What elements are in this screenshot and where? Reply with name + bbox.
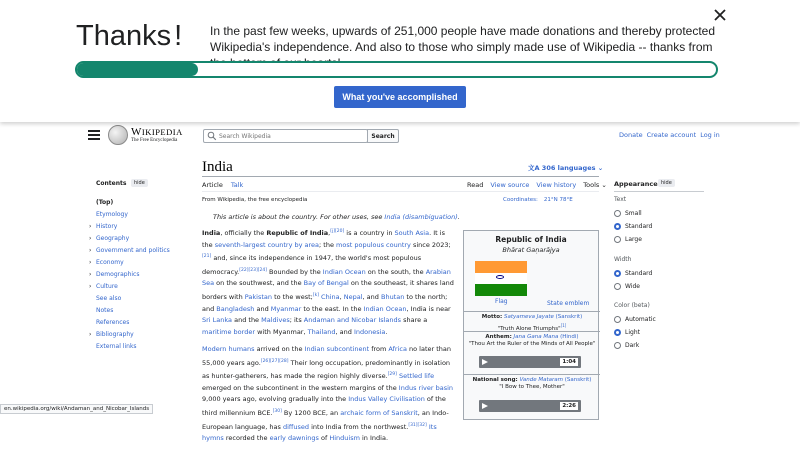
radio-icon[interactable] (614, 270, 621, 277)
radio-label: Standard (625, 270, 653, 277)
width-option-standard[interactable] (614, 270, 652, 277)
toc-item-history[interactable] (89, 220, 189, 232)
radio-label: Wide (625, 283, 640, 290)
radio-label: Dark (625, 342, 640, 349)
flag-caption[interactable]: Flag (495, 298, 508, 305)
toc-item-label: History (96, 222, 118, 230)
radio-icon[interactable] (614, 342, 621, 349)
toc-item-label: Demographics (96, 270, 140, 278)
coordinates-label[interactable]: Coordinates: (503, 197, 538, 203)
chevron-right-icon[interactable]: › (89, 234, 92, 242)
width-setting-label: Width (614, 256, 632, 263)
search-box[interactable] (203, 129, 368, 143)
radio-label: Large (625, 236, 642, 243)
infobox-anthem: Anthem: Jana Gana Mana (Hindi) "Thou Art the Ruler of the Minds of All People" (464, 331, 600, 348)
chevron-right-icon[interactable]: › (89, 282, 92, 290)
toc-item-label: See also (96, 294, 122, 302)
toc-item-see-also[interactable] (89, 292, 189, 304)
infobox-national-song: National song: Vande Mataram (Sanskrit) "I Bow to Thee, Mother" (464, 374, 600, 391)
appearance-heading: Appearance (614, 180, 658, 188)
tab-view-history[interactable]: View history (536, 181, 577, 189)
toc-item-label: (Top) (96, 198, 114, 206)
radio-label: Light (625, 329, 640, 336)
radio-icon[interactable] (614, 223, 621, 230)
emblem-caption[interactable]: State emblem (547, 300, 590, 307)
play-icon[interactable] (482, 403, 488, 409)
chevron-right-icon[interactable]: › (89, 222, 92, 230)
toc-item-culture[interactable] (89, 280, 189, 292)
language-button[interactable]: 文A 306 languages ⌄ (528, 164, 604, 172)
tools-menu[interactable]: Tools ⌄ (583, 181, 607, 189)
toc-item-label: References (96, 318, 130, 326)
infobox-title: Republic of India (495, 235, 567, 244)
radio-label: Small (625, 210, 642, 217)
color-option-automatic[interactable] (614, 316, 656, 323)
appearance-hide-button[interactable]: hide (658, 179, 675, 187)
infobox-motto: Motto: Satyameva Jayate (Sanskrit) "Truth Alone Triumphs"[1] (464, 311, 600, 333)
chevron-right-icon[interactable]: › (89, 246, 92, 254)
banner-message: In the past few weeks, upwards of 251,000 people have made donations and thereby protected Wikipedia's independence. And also to those who simply made use of Wikipedia -- thanks from (210, 24, 716, 54)
banner-thanks-heading: Thanks ! (76, 20, 183, 52)
play-icon[interactable] (482, 359, 488, 365)
radio-label: Standard (625, 223, 653, 230)
radio-icon[interactable] (614, 210, 621, 217)
hatnote: This article is about the country. For other uses, see India (disambiguation). (213, 213, 460, 221)
fundraising-banner (0, 0, 800, 122)
toc-item-top[interactable] (89, 196, 189, 208)
toc-item-label: Culture (96, 282, 118, 290)
search-button[interactable]: Search (367, 129, 399, 143)
chevron-right-icon[interactable]: › (89, 270, 92, 278)
song-duration: 2:26 (562, 403, 576, 409)
toc-item-label: Bibliography (96, 330, 134, 338)
text-option-small[interactable] (614, 210, 642, 217)
site-subtitle: From Wikipedia, the free encyclopedia (202, 197, 308, 203)
progress-fill (77, 63, 198, 76)
page-title: India (202, 159, 233, 175)
wikipedia-tagline: The Free Encyclopedia (131, 138, 178, 143)
lead-paragraph-1: India, officially the Republic of India,[j][20] is a country in South Asia. It is the seventh-largest country by area; the most populous country since 2023;[21] and, since its independence in 1947, the world's most populous democracy.[22][23][24] Bounded by the Indian Ocean on the south, the Arabian Sea on the southwest, and the Bay of Bengal on the southeast, it shares land borders with Pakistan to the west;[k] China, Nepal, and Bhutan to the north; and Bangladesh and Myanmar to the east. In the Indian Ocean, India is near Sri Lanka and the Maldives; its Andaman and Nicobar Islands share a maritime border with Myanmar, Thailand, and Indonesia. (202, 229, 454, 336)
toc-item-notes[interactable] (89, 304, 189, 316)
toc-item-references[interactable] (89, 316, 189, 328)
tab-view-source[interactable]: View source (490, 181, 530, 189)
wikipedia-wordmark[interactable]: WIKIPEDIA (131, 126, 183, 138)
toc-item-label: Economy (96, 258, 124, 266)
toc-item-government-and-politics[interactable] (89, 244, 189, 256)
color-option-dark[interactable] (614, 342, 639, 349)
radio-label: Automatic (625, 316, 656, 323)
toc-item-external-links[interactable] (89, 340, 189, 352)
wikipedia-globe-icon[interactable] (108, 125, 128, 145)
donate-link[interactable]: Donate (619, 131, 643, 139)
close-icon[interactable] (712, 7, 728, 23)
radio-icon[interactable] (614, 329, 621, 336)
toc-item-demographics[interactable] (89, 268, 189, 280)
main-menu-icon[interactable] (88, 130, 100, 140)
color-option-light[interactable] (614, 329, 640, 336)
chevron-right-icon[interactable]: › (89, 330, 92, 338)
flag-of-india[interactable] (475, 261, 527, 296)
tab-talk[interactable]: Talk (230, 181, 244, 189)
accomplished-button[interactable]: What you've accomplished (334, 86, 466, 108)
ashoka-chakra-icon (496, 275, 504, 279)
text-setting-label: Text (614, 196, 627, 203)
radio-icon[interactable] (614, 236, 621, 243)
radio-icon[interactable] (614, 316, 621, 323)
toc-list (89, 196, 189, 352)
toc-item-bibliography[interactable] (89, 328, 189, 340)
search-input[interactable] (219, 133, 359, 140)
toc-heading: Contents (96, 180, 127, 187)
donation-progress-bar (75, 61, 718, 78)
lead-paragraph-2: Modern humans arrived on the Indian subcontinent from Africa no later than 55,000 years ago.[26][27][28] Their long occupation, predominantly in isolation as hunter-gatherers, has made the region highly diverse.[29] Settled life emerged on the subcontinent in the western margins of the Indus river basin 9,000 years ago, evolving gradually into the Indus Valley Civilisation of the third millennium BCE.[30] By 1200 BCE, an archaic form of Sanskrit, an Indo-European language, has diffused into India from the northwest.[31][32] Its hymns recorded the early dawnings of Hinduism in India. (202, 345, 453, 443)
anthem-duration: 1:04 (562, 359, 576, 365)
text-option-large[interactable] (614, 236, 642, 243)
chevron-right-icon[interactable]: › (89, 258, 92, 266)
song-audio-player[interactable] (479, 400, 581, 412)
article-body (202, 226, 457, 451)
color-setting-label: Color (beta) (614, 302, 650, 309)
toc-item-geography[interactable] (89, 232, 189, 244)
coordinates-value[interactable]: 21°N 78°E (543, 197, 573, 203)
width-option-wide[interactable] (614, 283, 640, 290)
anthem-audio-player[interactable] (479, 356, 581, 368)
infobox-native-name: Bhārat Gaṇarājya (502, 246, 560, 254)
chevron-down-icon: ⌄ (599, 181, 607, 189)
disambiguation-link[interactable]: India (disambiguation) (384, 213, 458, 221)
toc-item-label: Etymology (96, 210, 128, 218)
toc-item-etymology[interactable] (89, 208, 189, 220)
status-bar-url: en.wikipedia.org/wiki/Andaman_and_Nicobar_Islands (0, 404, 153, 414)
toc-item-label: Geography (96, 234, 130, 242)
toc-hide-button[interactable]: hide (131, 179, 148, 187)
text-option-standard[interactable] (614, 223, 652, 230)
toc-item-label: Notes (96, 306, 114, 314)
tab-article[interactable]: Article (202, 181, 223, 192)
create-account-link[interactable]: Create account (646, 131, 697, 139)
toc-item-label: External links (96, 342, 137, 350)
infobox (463, 230, 599, 420)
tab-read[interactable]: Read (467, 181, 483, 192)
toc-item-label: Government and politics (96, 246, 170, 254)
chevron-down-icon: ⌄ (595, 164, 604, 172)
search-icon (207, 131, 217, 141)
radio-icon[interactable] (614, 283, 621, 290)
user-links (619, 131, 720, 139)
coordinates (503, 197, 573, 203)
login-link[interactable]: Log in (700, 131, 720, 139)
translate-icon: 文A (528, 164, 542, 172)
toc-item-economy[interactable] (89, 256, 189, 268)
